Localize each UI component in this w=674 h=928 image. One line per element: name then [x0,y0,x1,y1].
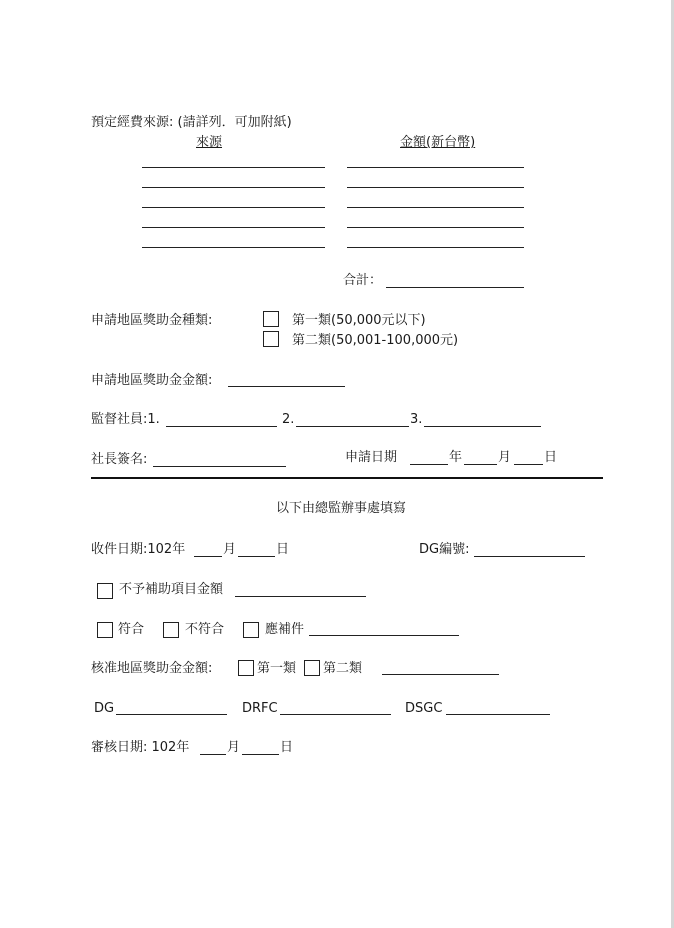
approved-amount-line[interactable] [382,674,499,675]
received-day-unit: 日 [276,542,290,557]
review-month-unit: 月 [227,740,241,755]
source-column-header: 來源 [196,135,223,150]
source-line-5[interactable] [142,247,325,248]
president-signature-line[interactable] [153,466,286,467]
dg-number-line[interactable] [474,556,585,557]
category1-checkbox[interactable] [263,311,279,327]
received-day-line[interactable] [238,556,275,557]
approved-category2-label: 第二類 [323,661,363,676]
received-date-label: 收件日期:102年 [91,542,186,557]
supervisor-number-3: 3. [410,412,423,427]
review-day-line[interactable] [242,754,279,755]
review-day-unit: 日 [280,740,294,755]
review-month-line[interactable] [200,754,226,755]
dg-signature-label: DG [94,701,115,716]
president-signature-label: 社長簽名: [91,452,148,467]
amount-line-3[interactable] [347,207,524,208]
category2-checkbox[interactable] [263,331,279,347]
approved-amount-label: 核准地區獎助金金額: [91,661,213,676]
dsgc-signature-label: DSGC [405,701,443,716]
received-month-unit: 月 [223,542,237,557]
apply-month-line[interactable] [464,464,497,465]
category2-label: 第二類(50,001-100,000元) [292,333,459,348]
office-heading: 以下由總監辦事處填寫 [276,501,407,516]
source-line-3[interactable] [142,207,325,208]
apply-date-label: 申請日期 [345,450,398,465]
supervisor-label: 監督社員:1. [91,412,160,427]
received-month-line[interactable] [194,556,222,557]
supervisor-line-2[interactable] [296,426,409,427]
funding-title: 預定經費來源: (請詳列．可加附紙) [91,115,292,130]
amount-column-header: 金額(新台幣) [400,135,476,150]
not-subsidized-line[interactable] [235,596,366,597]
category1-label: 第一類(50,000元以下) [292,313,426,328]
section-divider [91,477,603,479]
approved-category2-checkbox[interactable] [304,660,320,676]
supervisor-line-1[interactable] [166,426,277,427]
ineligible-label: 不符合 [185,622,225,637]
dg-signature-line[interactable] [116,714,227,715]
source-line-1[interactable] [142,167,325,168]
amount-line-5[interactable] [347,247,524,248]
not-subsidized-label: 不予補助項目金額 [119,582,224,597]
apply-day-line[interactable] [514,464,543,465]
amount-line-4[interactable] [347,227,524,228]
approved-category1-label: 第一類 [257,661,297,676]
supplement-line[interactable] [309,635,459,636]
supplement-label: 應補件 [265,622,305,637]
supervisor-line-3[interactable] [424,426,541,427]
eligible-label: 符合 [118,622,145,637]
dsgc-signature-line[interactable] [446,714,550,715]
drfc-signature-label: DRFC [242,701,278,716]
total-label: 合計： [343,273,383,288]
eligible-checkbox[interactable] [97,622,113,638]
ineligible-checkbox[interactable] [163,622,179,638]
supplement-checkbox[interactable] [243,622,259,638]
not-subsidized-checkbox[interactable] [97,583,113,599]
grant-amount-label: 申請地區獎助金金額: [91,373,213,388]
grant-amount-line[interactable] [228,386,345,387]
apply-month-unit: 月 [498,450,512,465]
apply-year-unit: 年 [449,450,463,465]
total-line[interactable] [386,287,524,288]
supervisor-number-2: 2. [282,412,295,427]
amount-line-1[interactable] [347,167,524,168]
apply-day-unit: 日 [544,450,558,465]
amount-line-2[interactable] [347,187,524,188]
review-date-label: 審核日期: 102年 [91,740,190,755]
apply-year-line[interactable] [410,464,448,465]
dg-number-label: DG編號: [419,542,470,557]
source-line-2[interactable] [142,187,325,188]
source-line-4[interactable] [142,227,325,228]
grant-type-label: 申請地區獎助金種類: [91,313,213,328]
drfc-signature-line[interactable] [280,714,391,715]
approved-category1-checkbox[interactable] [238,660,254,676]
